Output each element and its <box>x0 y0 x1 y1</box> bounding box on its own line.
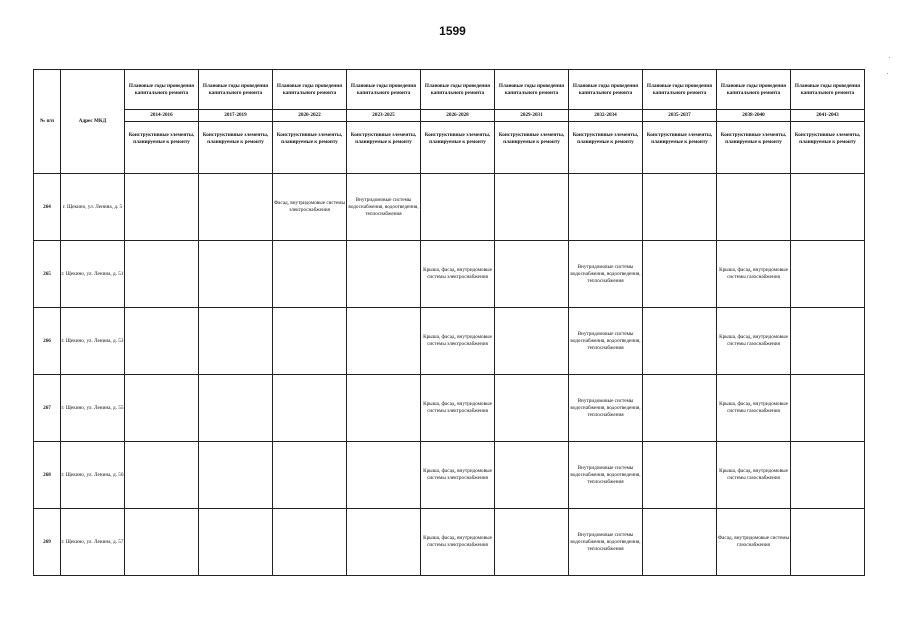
period-title: Плановые годы проведения капитального ремонта <box>791 70 865 110</box>
repair-cell <box>643 442 717 509</box>
repair-cell <box>273 308 347 375</box>
repair-cell <box>199 241 273 308</box>
period-years: 2041-2043 <box>791 110 865 122</box>
repair-cell <box>273 509 347 576</box>
repair-cell: Внутридомовые системы водоснабжения, водоотведения, теплоснабжения <box>569 509 643 576</box>
page-number: 1599 <box>439 24 466 38</box>
repair-cell <box>643 375 717 442</box>
scan-speck <box>889 57 890 58</box>
elements-label: Конструктивные элементы, планируемые к ремонту <box>717 122 791 174</box>
elements-label: Конструктивные элементы, планируемые к ремонту <box>347 122 421 174</box>
repair-cell <box>495 375 569 442</box>
repair-cell: Внутридомовые системы водоснабжения, водоотведения, теплоснабжения <box>347 174 421 241</box>
repair-cell <box>125 241 199 308</box>
repair-cell <box>273 241 347 308</box>
num-header: № п/п <box>34 70 61 174</box>
address-header: Адрес МКД <box>61 70 125 174</box>
row-number: 269 <box>34 509 61 576</box>
period-years: 2035-2037 <box>643 110 717 122</box>
repair-cell: Фасад, внутридомовые системы газоснабжения <box>717 509 791 576</box>
row-address: г. Щекино, ул. Ленина, д. 57 <box>61 509 125 576</box>
repair-cell <box>569 174 643 241</box>
repair-cell: Внутридомовые системы водоснабжения, водоотведения, теплоснабжения <box>569 308 643 375</box>
table-row <box>34 509 865 576</box>
repair-cell <box>125 174 199 241</box>
repair-cell <box>347 442 421 509</box>
repair-cell <box>347 509 421 576</box>
period-years: 2026-2028 <box>421 110 495 122</box>
table-row <box>34 442 865 509</box>
repair-cell <box>125 375 199 442</box>
period-years: 2014-2016 <box>125 110 199 122</box>
repair-cell <box>273 442 347 509</box>
row-address: г. Щекино, ул. Ленина, д. 55 <box>61 375 125 442</box>
row-address: г. Щекино, ул. Ленина, д. 5 <box>61 174 125 241</box>
period-title: Плановые годы проведения капитального ремонта <box>273 70 347 110</box>
repair-cell <box>199 174 273 241</box>
repair-cell <box>791 375 865 442</box>
repair-cell: Внутридомовые системы водоснабжения, водоотведения, теплоснабжения <box>569 442 643 509</box>
period-title: Плановые годы проведения капитального ремонта <box>643 70 717 110</box>
row-address: г. Щекино, ул. Ленина, д. 51 <box>61 241 125 308</box>
repair-cell <box>495 308 569 375</box>
repair-cell: Крыша, фасад, внутридомовые системы газоснабжения <box>717 375 791 442</box>
repair-cell: Крыша, фасад, внутридомовые системы электроснабжения <box>421 308 495 375</box>
table-row <box>34 174 865 241</box>
elements-label: Конструктивные элементы, планируемые к ремонту <box>199 122 273 174</box>
period-title: Плановые годы проведения капитального ремонта <box>421 70 495 110</box>
repair-cell <box>495 174 569 241</box>
table-header <box>34 70 865 174</box>
repair-cell <box>421 174 495 241</box>
repair-cell <box>717 174 791 241</box>
row-address: г. Щекино, ул. Ленина, д. 53 <box>61 308 125 375</box>
repair-cell <box>643 241 717 308</box>
repair-cell <box>347 375 421 442</box>
row-number: 264 <box>34 174 61 241</box>
period-years: 2017-2019 <box>199 110 273 122</box>
elements-label: Конструктивные элементы, планируемые к ремонту <box>495 122 569 174</box>
row-number: 267 <box>34 375 61 442</box>
elements-label: Конструктивные элементы, планируемые к ремонту <box>125 122 199 174</box>
repair-cell: Крыша, фасад, внутридомовые системы электроснабжения <box>421 509 495 576</box>
table-row <box>34 241 865 308</box>
repair-cell <box>495 442 569 509</box>
period-title: Плановые годы проведения капитального ремонта <box>125 70 199 110</box>
period-title: Плановые годы проведения капитального ремонта <box>569 70 643 110</box>
repair-cell: Фасад, внутридомовые системы электроснабжения <box>273 174 347 241</box>
elements-label: Конструктивные элементы, планируемые к ремонту <box>273 122 347 174</box>
row-address: г. Щекино, ул. Ленина, д. 56 <box>61 442 125 509</box>
repair-cell <box>347 308 421 375</box>
period-title: Плановые годы проведения капитального ремонта <box>347 70 421 110</box>
repair-cell <box>125 509 199 576</box>
elements-label: Конструктивные элементы, планируемые к ремонту <box>421 122 495 174</box>
period-title: Плановые годы проведения капитального ремонта <box>199 70 273 110</box>
repair-cell <box>125 442 199 509</box>
table-row <box>34 308 865 375</box>
period-years: 2032-2034 <box>569 110 643 122</box>
repair-cell: Крыша, фасад, внутридомовые системы электроснабжения <box>421 442 495 509</box>
repair-cell: Внутридомовые системы водоснабжения, водоотведения, теплоснабжения <box>569 375 643 442</box>
repair-cell <box>791 509 865 576</box>
repair-cell: Внутридомовые системы водоснабжения, водоотведения, теплоснабжения <box>569 241 643 308</box>
repair-cell <box>347 241 421 308</box>
repair-cell <box>791 241 865 308</box>
row-number: 265 <box>34 241 61 308</box>
scan-speck <box>887 73 888 74</box>
repair-cell: Крыша, фасад, внутридомовые системы газоснабжения <box>717 308 791 375</box>
repair-cell <box>273 375 347 442</box>
repair-cell <box>495 509 569 576</box>
row-number: 266 <box>34 308 61 375</box>
period-years: 2023-2025 <box>347 110 421 122</box>
repair-cell <box>495 241 569 308</box>
capital-repair-table <box>33 69 865 576</box>
repair-cell: Крыша, фасад, внутридомовые системы электроснабжения <box>421 375 495 442</box>
repair-cell <box>199 509 273 576</box>
elements-label: Конструктивные элементы, планируемые к ремонту <box>791 122 865 174</box>
repair-cell: Крыша, фасад, внутридомовые системы газоснабжения <box>717 442 791 509</box>
table-body <box>34 174 865 576</box>
repair-cell <box>791 308 865 375</box>
repair-cell <box>791 174 865 241</box>
repair-cell <box>643 308 717 375</box>
period-years: 2020-2022 <box>273 110 347 122</box>
period-years: 2029-2031 <box>495 110 569 122</box>
repair-cell <box>643 174 717 241</box>
table-row <box>34 375 865 442</box>
repair-cell <box>199 442 273 509</box>
elements-label: Конструктивные элементы, планируемые к ремонту <box>569 122 643 174</box>
period-title: Плановые годы проведения капитального ремонта <box>717 70 791 110</box>
repair-cell <box>199 375 273 442</box>
period-title: Плановые годы проведения капитального ремонта <box>495 70 569 110</box>
repair-cell: Крыша, фасад, внутридомовые системы газоснабжения <box>717 241 791 308</box>
repair-cell <box>199 308 273 375</box>
repair-cell: Крыша, фасад, внутридомовые системы электроснабжения <box>421 241 495 308</box>
row-number: 268 <box>34 442 61 509</box>
repair-cell <box>125 308 199 375</box>
repair-cell <box>791 442 865 509</box>
period-years: 2038-2040 <box>717 110 791 122</box>
elements-label: Конструктивные элементы, планируемые к ремонту <box>643 122 717 174</box>
repair-cell <box>643 509 717 576</box>
